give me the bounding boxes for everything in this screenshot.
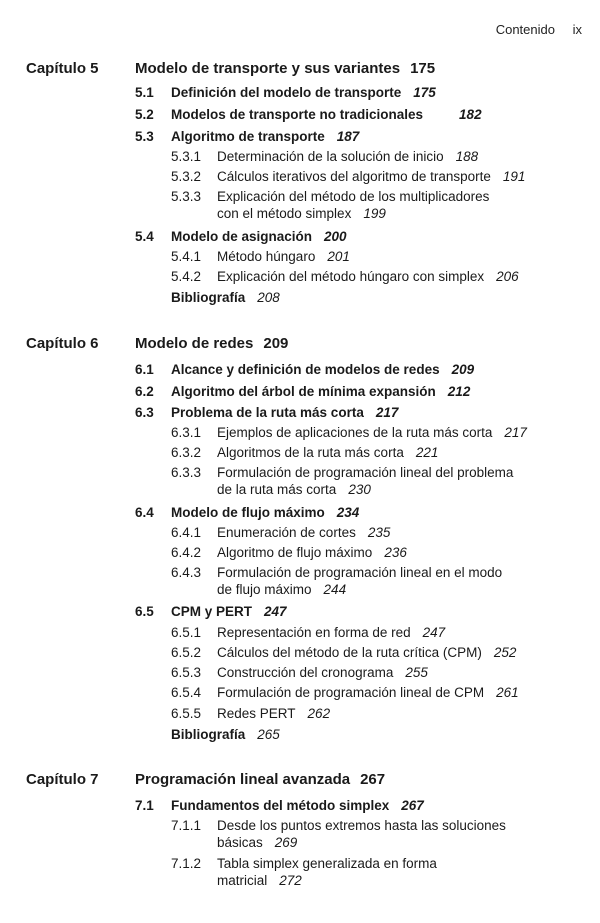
entry-page: 244 bbox=[323, 582, 347, 597]
entry-title: Algoritmos de la ruta más corta 221 bbox=[217, 445, 439, 460]
entry-title: Fundamentos del método simplex 267 bbox=[171, 798, 424, 813]
entry-page: 235 bbox=[367, 525, 391, 540]
entry-title: Formulación de programación lineal en el modo bbox=[217, 565, 503, 580]
entry-number: 6.5.5 bbox=[171, 706, 202, 721]
chapter-page: 209 bbox=[263, 335, 289, 352]
entry-number: 6.3.2 bbox=[171, 445, 202, 460]
entry-number: 6.5.2 bbox=[171, 645, 202, 660]
entry-page: 191 bbox=[502, 169, 526, 184]
entry-page: 234 bbox=[336, 505, 360, 520]
entry-title: Modelo de asignación 200 bbox=[171, 229, 347, 244]
entry-title: Formulación de programación lineal de CPM 261 bbox=[217, 685, 519, 700]
running-head bbox=[496, 22, 582, 37]
entry-number: 6.5.3 bbox=[171, 665, 202, 680]
entry-page: 206 bbox=[496, 269, 519, 284]
entry-page: 182 bbox=[459, 107, 482, 122]
entry-title: Problema de la ruta más corta 217 bbox=[171, 405, 399, 420]
entry-title: Formulación de programación lineal del problema bbox=[217, 465, 514, 480]
bibliography-page: 265 bbox=[257, 727, 280, 742]
entry-page: 199 bbox=[363, 206, 386, 221]
entry-number: 6.3 bbox=[135, 405, 154, 420]
entry-page: 200 bbox=[324, 229, 347, 244]
chapter-label: Capítulo 6 bbox=[26, 335, 99, 352]
entry-number: 6.3.1 bbox=[171, 425, 202, 440]
entry-page: 236 bbox=[384, 545, 407, 560]
toc-entry-7-1-1-continuation: básicas 269 bbox=[217, 835, 298, 850]
entry-page: 175 bbox=[413, 85, 436, 100]
entry-title: Redes PERT 262 bbox=[217, 706, 331, 721]
entry-title: Representación en forma de red 247 bbox=[217, 625, 446, 640]
entry-number: 6.4.2 bbox=[171, 545, 202, 560]
entry-title: Enumeración de cortes 235 bbox=[217, 525, 391, 540]
chapter-title-text: Modelo de redes bbox=[135, 335, 254, 352]
entry-number: 6.4.3 bbox=[171, 565, 202, 580]
entry-page: 269 bbox=[274, 835, 298, 850]
entry-title: Método húngaro 201 bbox=[217, 249, 350, 264]
chapter-title-text: Modelo de transporte y sus variantes bbox=[135, 60, 401, 77]
entry-title: Cálculos iterativos del algoritmo de transporte 191 bbox=[217, 169, 526, 184]
entry-page: 267 bbox=[401, 798, 424, 813]
entry-number: 5.4.1 bbox=[171, 249, 202, 264]
entry-page: 247 bbox=[264, 604, 287, 619]
toc-entry-6-3-3-continuation: de la ruta más corta 230 bbox=[217, 482, 371, 497]
entry-number: 6.5 bbox=[135, 604, 154, 619]
entry-number: 7.1.2 bbox=[171, 856, 202, 871]
entry-number: 7.1.1 bbox=[171, 818, 202, 833]
entry-number: 5.2 bbox=[135, 107, 154, 122]
entry-title: Desde los puntos extremos hasta las soluciones bbox=[217, 818, 506, 833]
entry-number: 6.4 bbox=[135, 505, 154, 520]
entry-number: 5.3.3 bbox=[171, 189, 202, 204]
entry-title: Definición del modelo de transporte 175 bbox=[171, 85, 436, 100]
bibliography-ch5[interactable]: Bibliografía 208 bbox=[171, 290, 280, 305]
chapter-page: 267 bbox=[360, 771, 386, 788]
chapter-title[interactable] bbox=[135, 60, 435, 77]
entry-title: Alcance y definición de modelos de redes 209 bbox=[171, 362, 475, 377]
chapter-title[interactable] bbox=[135, 771, 385, 788]
entry-number: 5.3.2 bbox=[171, 169, 202, 184]
chapter-title-text: Programación lineal avanzada bbox=[135, 771, 351, 788]
entry-title: Tabla simplex generalizada en forma bbox=[217, 856, 437, 871]
entry-page: 212 bbox=[447, 384, 471, 399]
entry-title: Cálculos del método de la ruta crítica (CPM) 252 bbox=[217, 645, 517, 660]
entry-page: 262 bbox=[307, 706, 331, 721]
entry-number: 5.3.1 bbox=[171, 149, 202, 164]
chapter-label: Capítulo 5 bbox=[26, 60, 99, 77]
entry-page: 255 bbox=[405, 665, 428, 680]
running-head-page-number: ix bbox=[572, 22, 582, 37]
entry-page: 209 bbox=[451, 362, 475, 377]
bibliography-page: 208 bbox=[257, 290, 280, 305]
entry-number: 6.5.4 bbox=[171, 685, 202, 700]
entry-page: 252 bbox=[493, 645, 517, 660]
entry-page: 217 bbox=[375, 405, 399, 420]
running-head-section: Contenido bbox=[495, 22, 555, 37]
entry-title: Modelo de flujo máximo 234 bbox=[171, 505, 360, 520]
entry-number: 5.4.2 bbox=[171, 269, 202, 284]
chapter-page: 175 bbox=[410, 60, 436, 77]
entry-page: 230 bbox=[348, 482, 371, 497]
entry-title: Algoritmo del árbol de mínima expansión 212 bbox=[171, 384, 471, 399]
entry-page: 221 bbox=[415, 445, 439, 460]
entry-title: Determinación de la solución de inicio 188 bbox=[217, 149, 479, 164]
chapter-title[interactable] bbox=[135, 335, 288, 352]
entry-number: 7.1 bbox=[135, 798, 154, 813]
entry-title: Explicación del método de los multiplicadores bbox=[217, 189, 490, 204]
toc-entry-7-1-2-continuation: matricial 272 bbox=[217, 873, 302, 888]
entry-number: 6.1 bbox=[135, 362, 154, 377]
toc-entry-6-4-3-continuation: de flujo máximo 244 bbox=[217, 582, 347, 597]
bibliography-ch6[interactable]: Bibliografía 265 bbox=[171, 727, 280, 742]
entry-number: 6.3.3 bbox=[171, 465, 202, 480]
entry-page: 187 bbox=[336, 129, 360, 144]
entry-page: 272 bbox=[279, 873, 302, 888]
entry-number: 5.1 bbox=[135, 85, 154, 100]
entry-title: Construcción del cronograma 255 bbox=[217, 665, 428, 680]
entry-number: 6.2 bbox=[135, 384, 154, 399]
entry-title: Ejemplos de aplicaciones de la ruta más corta 217 bbox=[217, 425, 527, 440]
entry-number: 5.3 bbox=[135, 129, 154, 144]
entry-number: 5.4 bbox=[135, 229, 154, 244]
chapter-label: Capítulo 7 bbox=[26, 771, 99, 788]
entry-title: Modelos de transporte no tradicionales 182 bbox=[171, 107, 482, 122]
entry-title: Explicación del método húngaro con simplex 206 bbox=[217, 269, 519, 284]
entry-page: 247 bbox=[422, 625, 446, 640]
entry-page: 261 bbox=[496, 685, 519, 700]
entry-number: 6.5.1 bbox=[171, 625, 202, 640]
entry-page: 201 bbox=[327, 249, 350, 264]
entry-page: 217 bbox=[504, 425, 527, 440]
entry-title: CPM y PERT 247 bbox=[171, 604, 287, 619]
toc-entry-5-3-3-continuation: con el método simplex 199 bbox=[217, 206, 386, 221]
entry-title: Algoritmo de flujo máximo 236 bbox=[217, 545, 407, 560]
entry-number: 6.4.1 bbox=[171, 525, 202, 540]
entry-page: 188 bbox=[455, 149, 479, 164]
entry-title: Algoritmo de transporte 187 bbox=[171, 129, 360, 144]
